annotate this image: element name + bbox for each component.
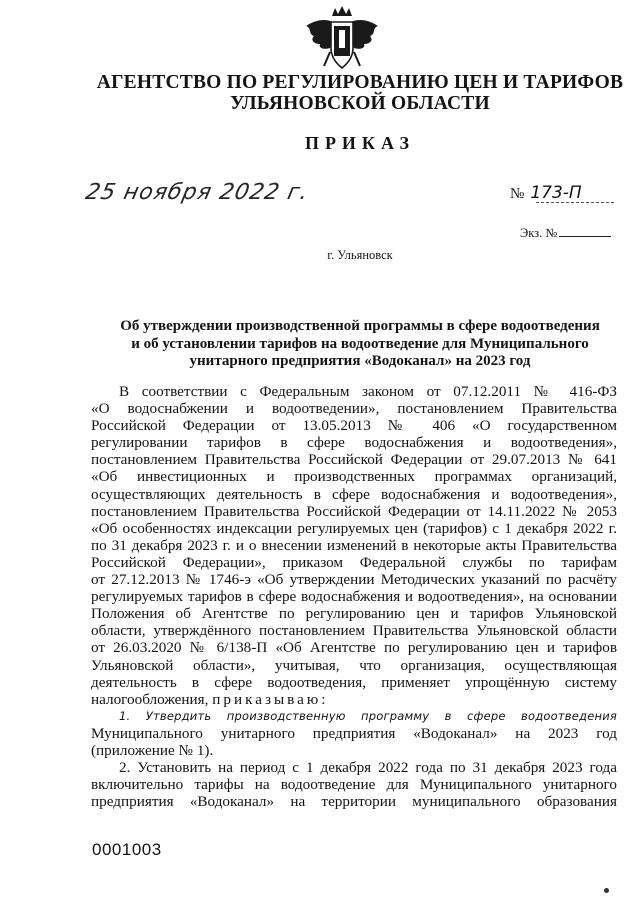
- body-line: регулировании тарифов в сфере водоснабжения и водоотведения»,: [91, 434, 617, 452]
- item1-line1: 1. Утвердить производственную программу в сфере водоотведения: [119, 708, 617, 723]
- closing-prefix: налогообложения,: [91, 690, 209, 708]
- copy-number-blank: [559, 226, 611, 237]
- body-line: Российской Федерации», приказом Федеральной службы по тарифам: [91, 553, 617, 571]
- item2-line3: предприятия «Водоканал» на территории муниципального образования: [91, 793, 617, 811]
- body-line: от 26.03.2020 № 6/138-П «Об Агентстве по регулированию цен и тарифов: [91, 639, 617, 657]
- agency-name-line2: УЛЬЯНОВСКОЙ ОБЛАСТИ: [230, 93, 490, 114]
- heading-line2: и об установлении тарифов на водоотведение для Муниципального: [131, 335, 589, 352]
- body-line: постановлением Правительства Российской Федерации от 14.11.2022 № 2053: [91, 502, 617, 520]
- order-title: ПРИКАЗ: [304, 133, 416, 153]
- order-number-underline: [536, 202, 614, 203]
- item1-line2: Муниципального унитарного предприятия «Водоканал» на 2023 год: [91, 724, 617, 742]
- heading-line1: Об утверждении производственной программы в сфере водоотведения: [120, 318, 600, 334]
- body-line: «Об инвестиционных и производственных программах организаций,: [91, 468, 617, 486]
- serial-number: 0001003: [92, 840, 162, 859]
- body-line: В соответствии с Федеральным законом от 07.12.2011 № 416-ФЗ: [119, 383, 617, 400]
- agency-name-line1: АГЕНТСТВО ПО РЕГУЛИРОВАНИЮ ЦЕН И ТАРИФОВ: [96, 72, 624, 93]
- copy-number: [520, 226, 611, 241]
- order-number-label: №: [510, 186, 525, 202]
- copy-number-label: Экз. №: [520, 226, 558, 240]
- body-line: Российской Федерации от 13.05.2013 № 406 «О государственном: [91, 417, 617, 435]
- body-line: от 27.12.2013 № 1746-э «Об утверждении Методических указаний по расчёту: [91, 571, 617, 589]
- order-number-value: 173-П: [530, 183, 582, 203]
- item1-line3: (приложение № 1).: [91, 741, 214, 759]
- body-line: Положения об Агентстве по регулированию цен и тарифов Ульяновской: [91, 605, 617, 623]
- body-line: «Об особенностях индексации регулируемых цен (тарифов) с 1 декабря 2022 г.: [91, 519, 617, 537]
- body-closing-line: [91, 691, 617, 708]
- order-date: 25 ноября 2022 г.: [83, 180, 312, 205]
- heading-line3: унитарного предприятия «Водоканал» на 2023 год: [189, 353, 531, 369]
- item2-line1: 2. Установить на период с 1 декабря 2022 года по 31 декабря 2023 года: [119, 759, 617, 777]
- item2-line2: включительно тарифы на водоотведение для Муниципального унитарного: [91, 776, 617, 794]
- city: г. Ульяновск: [327, 248, 393, 262]
- body-line: осуществляющих деятельность в сфере водоснабжения и водоотведения»,: [91, 485, 617, 503]
- body-line: постановлением Правительства Российской Федерации от 29.07.2013 № 641: [91, 451, 617, 469]
- body-line: деятельность в сфере водоотведения, применяет упрощённую систему: [91, 673, 617, 691]
- agency-name: [60, 72, 640, 114]
- body-line: по 31 декабря 2023 г. и о внесении изменений в некоторые акты Правительства: [91, 536, 617, 554]
- body-line: «О водоснабжении и водоотведении», постановлением Правительства: [91, 400, 617, 418]
- scan-mark: [604, 888, 609, 893]
- body-line: регулируемых тарифов в сфере водоснабжения и водоотведения», на основании: [91, 588, 617, 606]
- body-line: Ульяновской области», учитывая, что организация, осуществляющая: [91, 656, 617, 674]
- closing-order-word: приказываю:: [212, 690, 329, 708]
- order-number: [510, 183, 582, 203]
- document-body: [91, 383, 617, 810]
- body-line: области, утверждённого постановлением Правительства Ульяновской области: [91, 622, 617, 640]
- document-heading: [90, 318, 630, 371]
- coat-of-arms-icon: [300, 4, 384, 74]
